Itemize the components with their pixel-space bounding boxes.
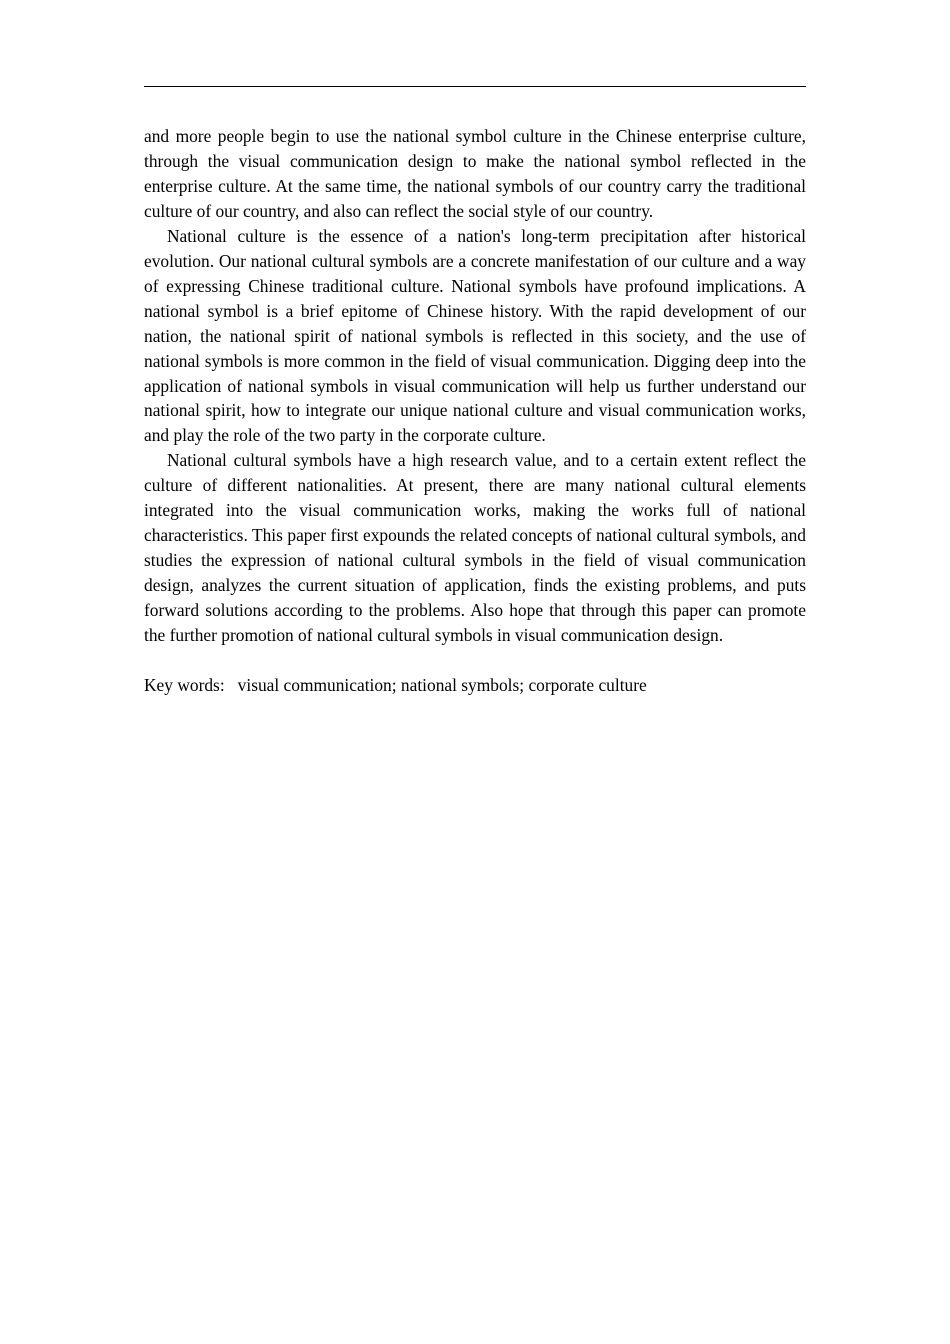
keywords-line [144, 673, 806, 698]
keywords-label: Key words: [144, 675, 225, 696]
paragraph-continued: and more people begin to use the national symbol culture in the Chinese enterprise culture, through the visual communication design to make the national symbol reflected in the enterprise culture. At the same time, the national symbols of our country carry the traditional culture of our country, and also can reflect the social style of our country. [144, 126, 806, 221]
keywords-value: visual communication; national symbols; corporate culture [237, 675, 647, 696]
header-rule [144, 86, 806, 87]
paragraph-research-value: National cultural symbols have a high research value, and to a certain extent reflect the culture of different nationalities. At present, there are many national cultural elements integrated into the visual communication works, making the works full of national characteristics. This paper first expounds the related concepts of national cultural symbols, and studies the expression of national cultural symbols in the field of visual communication design, analyzes the current situation of application, finds the existing problems, and puts forward solutions according to the problems. Also hope that through this paper can promote the further promotion of national cultural symbols in visual communication design. [144, 450, 806, 646]
abstract-body [144, 124, 806, 698]
paragraph-national-culture: National culture is the essence of a nation's long-term precipitation after historical evolution. Our national cultural symbols are a concrete manifestation of our culture and a way of expressing Chinese traditional culture. National symbols have profound implications. A national symbol is a brief epitome of Chinese history. With the rapid development of our nation, the national spirit of national symbols is reflected in this society, and the use of national symbols is more common in the field of visual communication. Digging deep into the application of national symbols in visual communication will help us further understand our national spirit, how to integrate our unique national culture and visual communication works, and play the role of the two party in the corporate culture. [144, 225, 806, 446]
